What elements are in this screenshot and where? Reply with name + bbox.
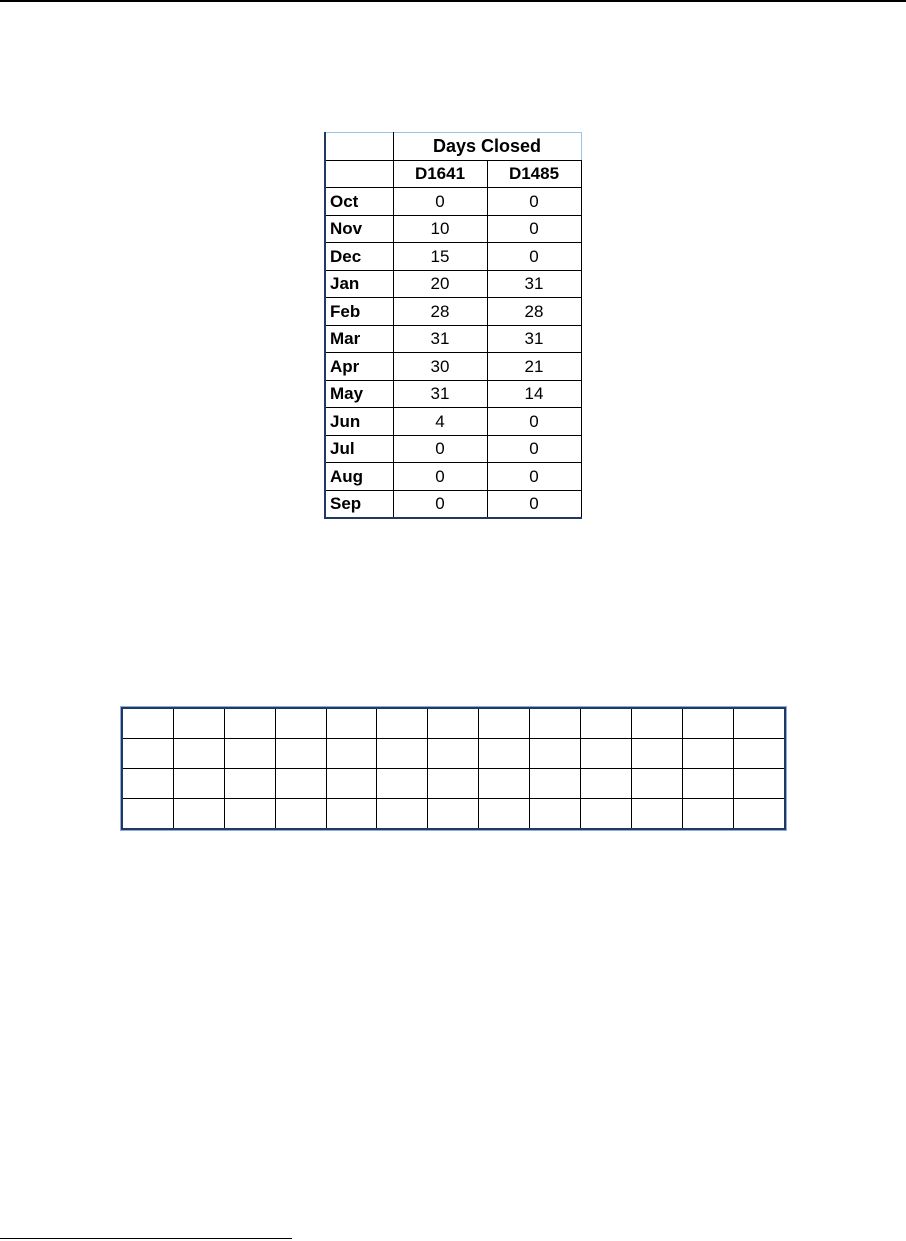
grid-cell bbox=[275, 708, 326, 739]
month-cell: Dec bbox=[325, 243, 393, 271]
table-row bbox=[325, 435, 581, 463]
grid-cell bbox=[530, 769, 581, 799]
value-cell: 20 bbox=[393, 270, 487, 298]
grid-cell bbox=[631, 769, 682, 799]
grid-cell bbox=[428, 739, 479, 769]
value-cell: 31 bbox=[487, 325, 581, 353]
grid-cell bbox=[173, 708, 224, 739]
value-cell: 14 bbox=[487, 380, 581, 408]
grid-cell bbox=[479, 769, 530, 799]
grid-row bbox=[122, 769, 785, 799]
value-cell: 0 bbox=[487, 243, 581, 271]
table-row bbox=[325, 188, 581, 216]
grid-cell bbox=[326, 739, 377, 769]
month-cell: Apr bbox=[325, 353, 393, 381]
grid-cell bbox=[479, 708, 530, 739]
month-cell: Mar bbox=[325, 325, 393, 353]
grid-cell bbox=[377, 799, 428, 830]
grid-cell bbox=[377, 739, 428, 769]
table-row bbox=[325, 215, 581, 243]
table-row bbox=[325, 380, 581, 408]
grid-cell bbox=[479, 799, 530, 830]
grid-cell bbox=[173, 799, 224, 830]
value-cell: 21 bbox=[487, 353, 581, 381]
table-row bbox=[325, 353, 581, 381]
grid-cell bbox=[173, 769, 224, 799]
month-cell: Aug bbox=[325, 463, 393, 491]
grid-cell bbox=[428, 708, 479, 739]
month-header-cell bbox=[325, 160, 393, 188]
grid-cell bbox=[530, 708, 581, 739]
empty-grid-body bbox=[122, 708, 785, 829]
grid-cell bbox=[733, 739, 784, 769]
value-cell: 28 bbox=[393, 298, 487, 326]
grid-cell bbox=[173, 739, 224, 769]
top-rule bbox=[0, 0, 906, 2]
value-cell: 0 bbox=[393, 463, 487, 491]
grid-cell bbox=[581, 708, 632, 739]
grid-cell bbox=[530, 799, 581, 830]
value-cell: 0 bbox=[487, 435, 581, 463]
grid-cell bbox=[682, 739, 733, 769]
value-cell: 15 bbox=[393, 243, 487, 271]
value-cell: 31 bbox=[393, 325, 487, 353]
footnote-separator bbox=[0, 1238, 292, 1239]
grid-cell bbox=[530, 739, 581, 769]
grid-cell bbox=[733, 799, 784, 830]
table-row bbox=[325, 325, 581, 353]
month-cell: Nov bbox=[325, 215, 393, 243]
value-cell: 31 bbox=[487, 270, 581, 298]
grid-cell bbox=[224, 739, 275, 769]
month-cell: Oct bbox=[325, 188, 393, 216]
grid-row bbox=[122, 739, 785, 769]
column-header-d1641: D1641 bbox=[393, 160, 487, 188]
days-closed-table bbox=[324, 132, 582, 519]
column-header-d1485: D1485 bbox=[487, 160, 581, 188]
value-cell: 0 bbox=[487, 188, 581, 216]
table-row bbox=[325, 270, 581, 298]
grid-row bbox=[122, 799, 785, 830]
grid-cell bbox=[428, 799, 479, 830]
value-cell: 28 bbox=[487, 298, 581, 326]
value-cell: 0 bbox=[487, 408, 581, 436]
table-row bbox=[325, 243, 581, 271]
grid-cell bbox=[122, 739, 173, 769]
grid-cell bbox=[377, 769, 428, 799]
grid-cell bbox=[275, 799, 326, 830]
value-cell: 4 bbox=[393, 408, 487, 436]
table-row bbox=[325, 298, 581, 326]
table-row bbox=[325, 463, 581, 491]
grid-cell bbox=[581, 769, 632, 799]
month-cell: Jan bbox=[325, 270, 393, 298]
title-row bbox=[325, 133, 581, 161]
grid-cell bbox=[122, 708, 173, 739]
grid-cell bbox=[682, 769, 733, 799]
value-cell: 0 bbox=[487, 490, 581, 518]
corner-cell bbox=[325, 133, 393, 161]
value-cell: 10 bbox=[393, 215, 487, 243]
value-cell: 0 bbox=[393, 188, 487, 216]
grid-cell bbox=[733, 708, 784, 739]
grid-cell bbox=[631, 708, 682, 739]
grid-cell bbox=[224, 708, 275, 739]
grid-cell bbox=[122, 799, 173, 830]
grid-cell bbox=[581, 799, 632, 830]
month-cell: Jun bbox=[325, 408, 393, 436]
month-cell: Sep bbox=[325, 490, 393, 518]
grid-cell bbox=[733, 769, 784, 799]
table-title: Days Closed bbox=[393, 133, 581, 161]
month-cell: Jul bbox=[325, 435, 393, 463]
table-row bbox=[325, 408, 581, 436]
grid-cell bbox=[275, 769, 326, 799]
grid-cell bbox=[122, 769, 173, 799]
grid-cell bbox=[326, 708, 377, 739]
grid-cell bbox=[479, 739, 530, 769]
grid-cell bbox=[224, 799, 275, 830]
grid-cell bbox=[682, 708, 733, 739]
grid-cell bbox=[326, 769, 377, 799]
days-closed-body bbox=[325, 133, 581, 519]
grid-cell bbox=[377, 708, 428, 739]
value-cell: 0 bbox=[487, 463, 581, 491]
grid-cell bbox=[275, 739, 326, 769]
month-cell: May bbox=[325, 380, 393, 408]
grid-cell bbox=[326, 799, 377, 830]
value-cell: 0 bbox=[393, 435, 487, 463]
grid-cell bbox=[428, 769, 479, 799]
value-cell: 0 bbox=[487, 215, 581, 243]
value-cell: 30 bbox=[393, 353, 487, 381]
grid-row bbox=[122, 708, 785, 739]
grid-cell bbox=[224, 769, 275, 799]
value-cell: 0 bbox=[393, 490, 487, 518]
grid-cell bbox=[631, 799, 682, 830]
empty-grid-table bbox=[121, 707, 786, 830]
column-header-row bbox=[325, 160, 581, 188]
grid-cell bbox=[581, 739, 632, 769]
grid-cell bbox=[631, 739, 682, 769]
table-row bbox=[325, 490, 581, 518]
value-cell: 31 bbox=[393, 380, 487, 408]
grid-cell bbox=[682, 799, 733, 830]
month-cell: Feb bbox=[325, 298, 393, 326]
